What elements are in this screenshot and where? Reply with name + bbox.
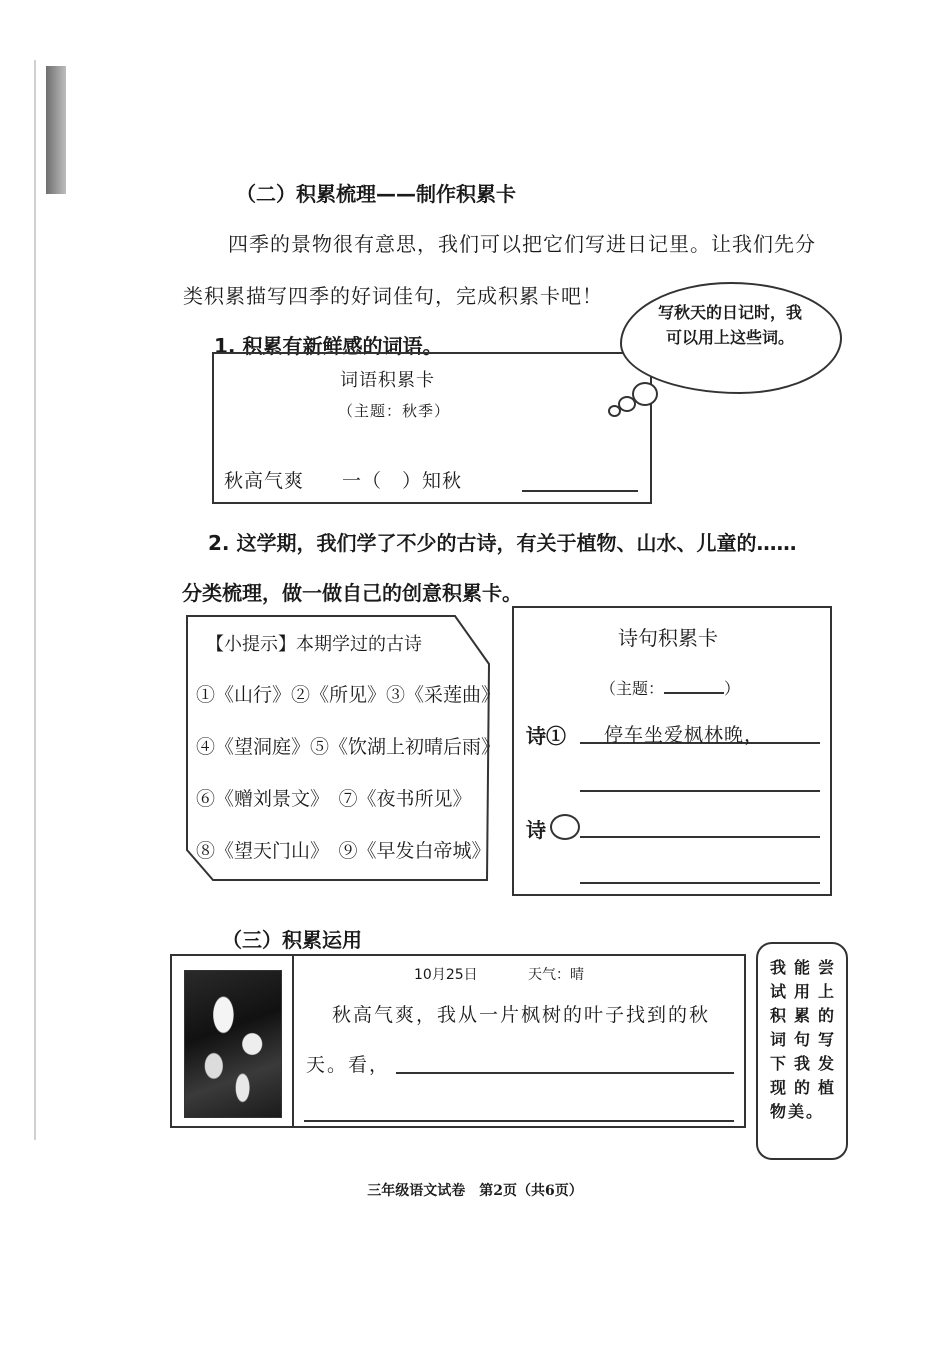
section3-title: （三）积累运用 [222,928,362,952]
scan-edge-line [34,60,36,1140]
poem2-blank-line-1[interactable] [580,836,820,838]
q1-label: 1. 积累有新鲜感的词语。 [214,334,443,358]
diary-blank-line-2[interactable] [304,1120,734,1122]
poem2-label: 诗 [526,818,546,842]
poem1-text: 停车坐爱枫林晚， [604,724,765,746]
side-note-text: 我能尝试用上积累的词句写下我发现的植物美。 [770,958,836,1121]
poem2-blank-line-2[interactable] [580,882,820,884]
word-card-title: 词语积累卡 [340,370,435,391]
word-item-2: 一（ ）知秋 [342,470,463,492]
cloud-bubble-small [608,405,621,417]
poem2-number-circle[interactable] [550,814,580,840]
poem1-blank-line[interactable] [580,790,820,792]
poem-card-theme: （主题： ） [600,679,741,698]
maple-leaf-photo [184,970,282,1118]
page-footer: 三年级语文试卷 第2页（共6页） [367,1183,583,1199]
word-card-theme: （主题：秋季） [338,402,451,420]
section2-intro-line2: 类积累描写四季的好词佳句，完成积累卡吧！ [183,284,603,308]
theme-blank[interactable] [664,680,724,694]
poem1-label: 诗① [526,724,566,748]
scan-binding-mark [46,66,66,194]
poem-card-title: 诗句积累卡 [618,626,718,650]
section2-intro-line1: 四季的景物很有意思，我们可以把它们写进日记里。让我们先分 [228,232,816,256]
word-blank[interactable] [522,474,638,492]
diary-weather: 天气：晴 [528,967,584,983]
q2-line2: 分类梳理，做一做自己的创意积累卡。 [182,581,522,605]
tips-row-2: ④《望洞庭》⑤《饮湖上初晴后雨》 [196,736,501,758]
tips-row-1: ①《山行》②《所见》③《采莲曲》 [196,684,501,706]
diary-blank-line-1[interactable] [396,1072,734,1074]
tips-title: 【小提示】本期学过的古诗 [206,634,422,655]
diary-line2-prefix: 天。看， [306,1054,391,1076]
tips-row-4: ⑧《望天门山》 ⑨《早发白帝城》 [196,840,491,862]
diary-date: 10月25日 [414,967,478,983]
diary-line1: 秋高气爽，我从一片枫树的叶子找到的秋 [332,1004,711,1026]
diary-divider [292,956,294,1128]
word-item-1: 秋高气爽 [224,470,305,492]
tips-row-3: ⑥《赠刘景文》 ⑦《夜书所见》 [196,788,472,810]
section2-title: （二）积累梳理——制作积累卡 [236,182,516,206]
cloud-text: 写秋天的日记时，我可以用上这些词。 [657,303,802,347]
q2-line1: 2. 这学期，我们学了不少的古诗，有关于植物、山水、儿童的…… [208,531,797,555]
